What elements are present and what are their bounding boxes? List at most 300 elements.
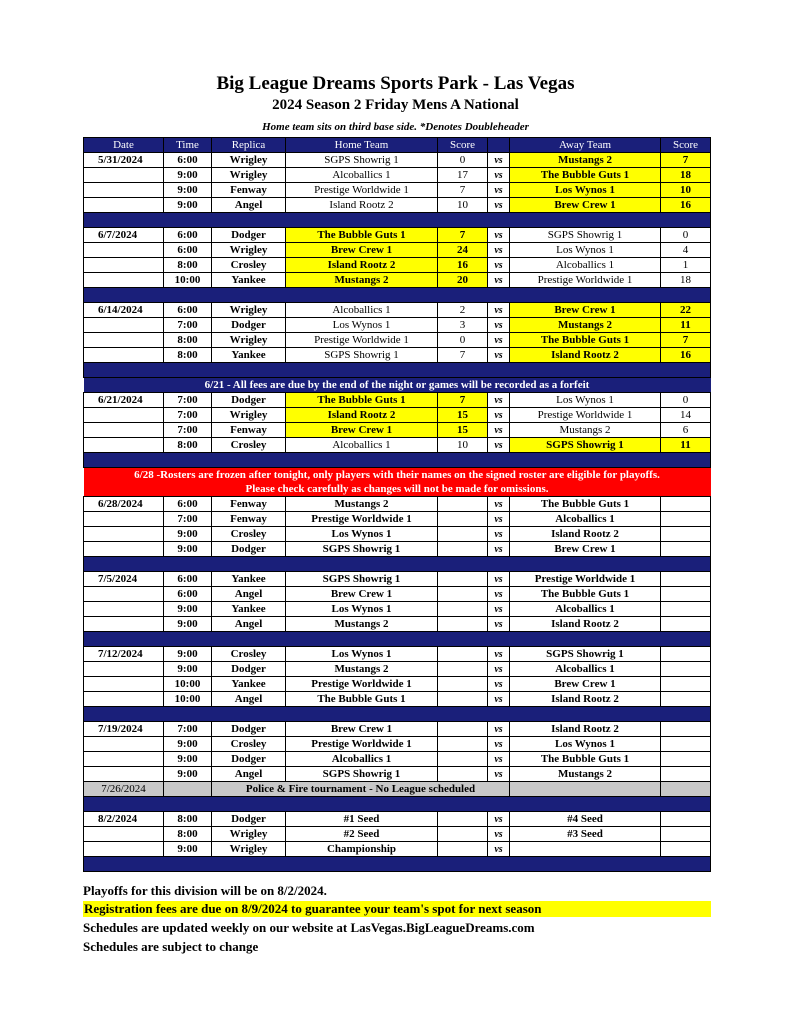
- game-date: [84, 168, 164, 183]
- table-row: [84, 602, 711, 617]
- home-score: 20: [438, 273, 488, 288]
- away-score: [661, 692, 711, 707]
- vs-label: vs: [488, 812, 510, 827]
- home-team: The Bubble Guts 1: [286, 228, 438, 243]
- no-league-row: [84, 782, 711, 797]
- home-team: Prestige Worldwide 1: [286, 183, 438, 198]
- registration-note: Registration fees are due on 8/9/2024 to guarantee your team's spot for next season: [83, 901, 711, 917]
- game-time: 9:00: [164, 662, 212, 677]
- table-row: [84, 348, 711, 363]
- game-replica: Angel: [212, 587, 286, 602]
- home-team: Mustangs 2: [286, 662, 438, 677]
- game-time: 6:00: [164, 228, 212, 243]
- game-replica: Dodger: [212, 812, 286, 827]
- table-row: [84, 752, 711, 767]
- table-row: [84, 423, 711, 438]
- game-time: 8:00: [164, 438, 212, 453]
- away-team: The Bubble Guts 1: [510, 587, 661, 602]
- away-score: [661, 812, 711, 827]
- no-league-time: [164, 782, 212, 797]
- away-team: #3 Seed: [510, 827, 661, 842]
- home-score: 16: [438, 258, 488, 273]
- game-replica: Yankee: [212, 677, 286, 692]
- table-row: [84, 438, 711, 453]
- table-row: [84, 273, 711, 288]
- week-separator: [84, 363, 711, 378]
- table-row: [84, 183, 711, 198]
- away-team: SGPS Showrig 1: [510, 438, 661, 453]
- vs-label: vs: [488, 677, 510, 692]
- game-time: 9:00: [164, 617, 212, 632]
- game-date: 7/19/2024: [84, 722, 164, 737]
- home-team: Los Wynos 1: [286, 602, 438, 617]
- home-score: [438, 587, 488, 602]
- game-replica: Angel: [212, 198, 286, 213]
- away-team: Island Rootz 2: [510, 348, 661, 363]
- table-row: [84, 842, 711, 857]
- game-time: 9:00: [164, 647, 212, 662]
- game-replica: Wrigley: [212, 153, 286, 168]
- game-replica: Wrigley: [212, 408, 286, 423]
- away-score: [661, 677, 711, 692]
- away-score: [661, 722, 711, 737]
- game-replica: Dodger: [212, 752, 286, 767]
- table-row: [84, 812, 711, 827]
- game-time: 6:00: [164, 153, 212, 168]
- home-team: SGPS Showrig 1: [286, 767, 438, 782]
- separator-cell: [84, 288, 711, 303]
- home-team: The Bubble Guts 1: [286, 393, 438, 408]
- table-row: [84, 527, 711, 542]
- table-row: [84, 662, 711, 677]
- playoffs-note: Playoffs for this division will be on 8/2/2024.: [83, 883, 327, 898]
- game-replica: Dodger: [212, 228, 286, 243]
- vs-label: vs: [488, 273, 510, 288]
- table-row: [84, 722, 711, 737]
- roster-notice-text: 6/28 -Rosters are frozen after tonight, only players with their names on the signed roster are eligible for playoffs.: [84, 468, 711, 483]
- game-replica: Fenway: [212, 512, 286, 527]
- away-team: Island Rootz 2: [510, 722, 661, 737]
- home-team: Island Rootz 2: [286, 198, 438, 213]
- away-team: SGPS Showrig 1: [510, 228, 661, 243]
- separator-cell: [84, 632, 711, 647]
- week-separator: [84, 288, 711, 303]
- table-row: [84, 647, 711, 662]
- away-team: #4 Seed: [510, 812, 661, 827]
- game-date: [84, 198, 164, 213]
- game-date: [84, 408, 164, 423]
- home-score: [438, 752, 488, 767]
- away-score: 1: [661, 258, 711, 273]
- game-time: 9:00: [164, 183, 212, 198]
- home-score: 10: [438, 438, 488, 453]
- home-team: Prestige Worldwide 1: [286, 512, 438, 527]
- game-date: [84, 512, 164, 527]
- game-replica: Fenway: [212, 497, 286, 512]
- week-separator: [84, 213, 711, 228]
- separator-cell: [84, 797, 711, 812]
- away-team: The Bubble Guts 1: [510, 752, 661, 767]
- home-score: [438, 647, 488, 662]
- table-row: [84, 243, 711, 258]
- away-team: The Bubble Guts 1: [510, 497, 661, 512]
- home-score: [438, 512, 488, 527]
- vs-label: vs: [488, 587, 510, 602]
- game-replica: Yankee: [212, 273, 286, 288]
- table-row: [84, 408, 711, 423]
- game-replica: Dodger: [212, 662, 286, 677]
- away-team: Los Wynos 1: [510, 737, 661, 752]
- game-time: 10:00: [164, 273, 212, 288]
- away-score: [661, 602, 711, 617]
- vs-label: vs: [488, 408, 510, 423]
- game-date: [84, 842, 164, 857]
- table-row: [84, 827, 711, 842]
- away-score: [661, 737, 711, 752]
- schedule-table: [83, 137, 711, 872]
- vs-label: vs: [488, 722, 510, 737]
- away-score: [661, 827, 711, 842]
- game-time: 9:00: [164, 737, 212, 752]
- table-row: [84, 303, 711, 318]
- game-time: 8:00: [164, 827, 212, 842]
- home-score: 0: [438, 333, 488, 348]
- home-score: 10: [438, 198, 488, 213]
- game-replica: Crosley: [212, 438, 286, 453]
- home-score: [438, 827, 488, 842]
- game-replica: Yankee: [212, 602, 286, 617]
- away-score: [661, 527, 711, 542]
- week-separator: [84, 632, 711, 647]
- vs-label: vs: [488, 198, 510, 213]
- home-score: 0: [438, 153, 488, 168]
- game-replica: Crosley: [212, 258, 286, 273]
- game-replica: Wrigley: [212, 243, 286, 258]
- away-score: [661, 512, 711, 527]
- home-team: SGPS Showrig 1: [286, 542, 438, 557]
- game-replica: Fenway: [212, 183, 286, 198]
- home-team: Brew Crew 1: [286, 722, 438, 737]
- home-team: Mustangs 2: [286, 273, 438, 288]
- game-date: [84, 752, 164, 767]
- game-date: [84, 258, 164, 273]
- game-time: 7:00: [164, 512, 212, 527]
- away-team: Los Wynos 1: [510, 183, 661, 198]
- header-date: Date: [84, 138, 164, 153]
- home-score: [438, 497, 488, 512]
- away-score: 10: [661, 183, 711, 198]
- table-row: [84, 497, 711, 512]
- home-team: Championship: [286, 842, 438, 857]
- home-team: Island Rootz 2: [286, 258, 438, 273]
- home-team: Los Wynos 1: [286, 318, 438, 333]
- game-replica: Crosley: [212, 527, 286, 542]
- game-replica: Wrigley: [212, 168, 286, 183]
- away-score: [661, 587, 711, 602]
- home-score: [438, 542, 488, 557]
- away-team: Alcoballics 1: [510, 512, 661, 527]
- away-score: 22: [661, 303, 711, 318]
- home-team: SGPS Showrig 1: [286, 348, 438, 363]
- home-score: [438, 677, 488, 692]
- header-vs: [488, 138, 510, 153]
- vs-label: vs: [488, 647, 510, 662]
- home-team-note: Home team sits on third base side. *Denotes Doubleheader: [262, 121, 529, 133]
- away-team: Los Wynos 1: [510, 243, 661, 258]
- away-score: 7: [661, 333, 711, 348]
- away-score: [661, 572, 711, 587]
- home-team: Alcoballics 1: [286, 168, 438, 183]
- game-date: [84, 527, 164, 542]
- week-separator: [84, 797, 711, 812]
- home-score: 7: [438, 183, 488, 198]
- game-replica: Dodger: [212, 542, 286, 557]
- week-separator: [84, 453, 711, 468]
- vs-label: vs: [488, 303, 510, 318]
- game-date: [84, 737, 164, 752]
- game-date: [84, 692, 164, 707]
- game-time: 10:00: [164, 677, 212, 692]
- game-replica: Wrigley: [212, 827, 286, 842]
- table-row: [84, 617, 711, 632]
- home-team: Alcoballics 1: [286, 438, 438, 453]
- vs-label: vs: [488, 617, 510, 632]
- away-score: 0: [661, 228, 711, 243]
- separator-cell: [84, 707, 711, 722]
- away-score: [661, 497, 711, 512]
- home-score: [438, 737, 488, 752]
- no-league-away: [510, 782, 661, 797]
- away-team: [510, 842, 661, 857]
- game-date: [84, 423, 164, 438]
- game-replica: Crosley: [212, 737, 286, 752]
- roster-notice: [84, 468, 711, 483]
- game-time: 10:00: [164, 692, 212, 707]
- away-score: [661, 542, 711, 557]
- away-team: Brew Crew 1: [510, 198, 661, 213]
- game-replica: Yankee: [212, 572, 286, 587]
- game-date: [84, 348, 164, 363]
- home-team: Prestige Worldwide 1: [286, 737, 438, 752]
- game-time: 7:00: [164, 318, 212, 333]
- game-time: 9:00: [164, 602, 212, 617]
- game-replica: Angel: [212, 767, 286, 782]
- header-away-team: Away Team: [510, 138, 661, 153]
- home-score: 15: [438, 423, 488, 438]
- game-date: [84, 273, 164, 288]
- no-league-date: 7/26/2024: [84, 782, 164, 797]
- table-row: [84, 393, 711, 408]
- away-team: Mustangs 2: [510, 423, 661, 438]
- home-score: 7: [438, 393, 488, 408]
- vs-label: vs: [488, 228, 510, 243]
- game-date: [84, 243, 164, 258]
- away-score: [661, 617, 711, 632]
- vs-label: vs: [488, 572, 510, 587]
- game-time: 8:00: [164, 333, 212, 348]
- table-row: [84, 587, 711, 602]
- vs-label: vs: [488, 348, 510, 363]
- home-score: 24: [438, 243, 488, 258]
- home-team: Island Rootz 2: [286, 408, 438, 423]
- vs-label: vs: [488, 333, 510, 348]
- home-score: 15: [438, 408, 488, 423]
- week-separator: [84, 557, 711, 572]
- game-time: 9:00: [164, 842, 212, 857]
- game-date: 8/2/2024: [84, 812, 164, 827]
- away-team: The Bubble Guts 1: [510, 168, 661, 183]
- page-subtitle: 2024 Season 2 Friday Mens A National: [272, 97, 519, 113]
- game-time: 9:00: [164, 198, 212, 213]
- home-score: 3: [438, 318, 488, 333]
- away-team: Los Wynos 1: [510, 393, 661, 408]
- home-score: [438, 572, 488, 587]
- away-team: Mustangs 2: [510, 318, 661, 333]
- vs-label: vs: [488, 168, 510, 183]
- game-time: 8:00: [164, 812, 212, 827]
- home-team: The Bubble Guts 1: [286, 692, 438, 707]
- game-date: 6/21/2024: [84, 393, 164, 408]
- game-date: [84, 602, 164, 617]
- home-team: Alcoballics 1: [286, 303, 438, 318]
- away-score: 18: [661, 273, 711, 288]
- vs-label: vs: [488, 602, 510, 617]
- table-row: [84, 153, 711, 168]
- table-header-row: [84, 138, 711, 153]
- fees-notice-text: 6/21 - All fees are due by the end of the night or games will be recorded as a forfeit: [84, 378, 711, 393]
- home-score: [438, 692, 488, 707]
- home-team: Brew Crew 1: [286, 423, 438, 438]
- home-score: [438, 617, 488, 632]
- home-team: #2 Seed: [286, 827, 438, 842]
- vs-label: vs: [488, 393, 510, 408]
- home-score: 2: [438, 303, 488, 318]
- game-time: 6:00: [164, 587, 212, 602]
- game-replica: Angel: [212, 692, 286, 707]
- away-team: Alcoballics 1: [510, 602, 661, 617]
- table-row: [84, 677, 711, 692]
- away-score: 7: [661, 153, 711, 168]
- game-replica: Dodger: [212, 318, 286, 333]
- away-score: [661, 767, 711, 782]
- vs-label: vs: [488, 752, 510, 767]
- week-separator: [84, 857, 711, 872]
- home-team: Prestige Worldwide 1: [286, 333, 438, 348]
- header-home-score: Score: [438, 138, 488, 153]
- vs-label: vs: [488, 827, 510, 842]
- game-time: 7:00: [164, 423, 212, 438]
- vs-label: vs: [488, 692, 510, 707]
- game-time: 9:00: [164, 767, 212, 782]
- vs-label: vs: [488, 842, 510, 857]
- vs-label: vs: [488, 527, 510, 542]
- table-row: [84, 198, 711, 213]
- table-row: [84, 258, 711, 273]
- home-team: Los Wynos 1: [286, 527, 438, 542]
- game-replica: Yankee: [212, 348, 286, 363]
- game-date: [84, 617, 164, 632]
- away-team: The Bubble Guts 1: [510, 333, 661, 348]
- no-league-score: [661, 782, 711, 797]
- away-team: Prestige Worldwide 1: [510, 408, 661, 423]
- game-date: [84, 677, 164, 692]
- away-score: 16: [661, 198, 711, 213]
- home-team: Mustangs 2: [286, 497, 438, 512]
- game-date: [84, 662, 164, 677]
- home-score: [438, 662, 488, 677]
- away-score: 11: [661, 438, 711, 453]
- game-replica: Wrigley: [212, 303, 286, 318]
- home-team: Brew Crew 1: [286, 243, 438, 258]
- game-time: 7:00: [164, 393, 212, 408]
- game-date: [84, 587, 164, 602]
- away-team: Mustangs 2: [510, 767, 661, 782]
- home-score: [438, 767, 488, 782]
- game-replica: Wrigley: [212, 842, 286, 857]
- vs-label: vs: [488, 662, 510, 677]
- home-team: Mustangs 2: [286, 617, 438, 632]
- away-team: SGPS Showrig 1: [510, 647, 661, 662]
- game-date: 5/31/2024: [84, 153, 164, 168]
- home-team: #1 Seed: [286, 812, 438, 827]
- home-score: 7: [438, 228, 488, 243]
- home-team: SGPS Showrig 1: [286, 572, 438, 587]
- table-row: [84, 572, 711, 587]
- vs-label: vs: [488, 258, 510, 273]
- away-score: 4: [661, 243, 711, 258]
- game-time: 6:00: [164, 303, 212, 318]
- home-score: [438, 842, 488, 857]
- away-score: 14: [661, 408, 711, 423]
- vs-label: vs: [488, 153, 510, 168]
- table-row: [84, 333, 711, 348]
- away-score: 6: [661, 423, 711, 438]
- roster-notice-2-text: Please check carefully as changes will not be made for omissions.: [84, 482, 711, 497]
- vs-label: vs: [488, 423, 510, 438]
- separator-cell: [84, 857, 711, 872]
- game-time: 9:00: [164, 752, 212, 767]
- home-team: Los Wynos 1: [286, 647, 438, 662]
- vs-label: vs: [488, 542, 510, 557]
- home-team: SGPS Showrig 1: [286, 153, 438, 168]
- no-league-text: Police & Fire tournament - No League scheduled: [212, 782, 510, 797]
- away-team: Brew Crew 1: [510, 303, 661, 318]
- home-team: Brew Crew 1: [286, 587, 438, 602]
- away-score: 16: [661, 348, 711, 363]
- game-date: [84, 183, 164, 198]
- game-replica: Dodger: [212, 722, 286, 737]
- vs-label: vs: [488, 318, 510, 333]
- header-replica: Replica: [212, 138, 286, 153]
- away-team: Alcoballics 1: [510, 258, 661, 273]
- game-date: 6/14/2024: [84, 303, 164, 318]
- game-time: 6:00: [164, 497, 212, 512]
- subject-to-change-note: Schedules are subject to change: [83, 939, 259, 954]
- vs-label: vs: [488, 438, 510, 453]
- game-date: [84, 827, 164, 842]
- table-row: [84, 512, 711, 527]
- roster-notice-2: [84, 482, 711, 497]
- home-score: 7: [438, 348, 488, 363]
- game-time: 8:00: [164, 258, 212, 273]
- vs-label: vs: [488, 512, 510, 527]
- away-score: [661, 647, 711, 662]
- game-time: 6:00: [164, 572, 212, 587]
- game-time: 6:00: [164, 243, 212, 258]
- game-date: 7/12/2024: [84, 647, 164, 662]
- game-date: [84, 318, 164, 333]
- game-date: 6/7/2024: [84, 228, 164, 243]
